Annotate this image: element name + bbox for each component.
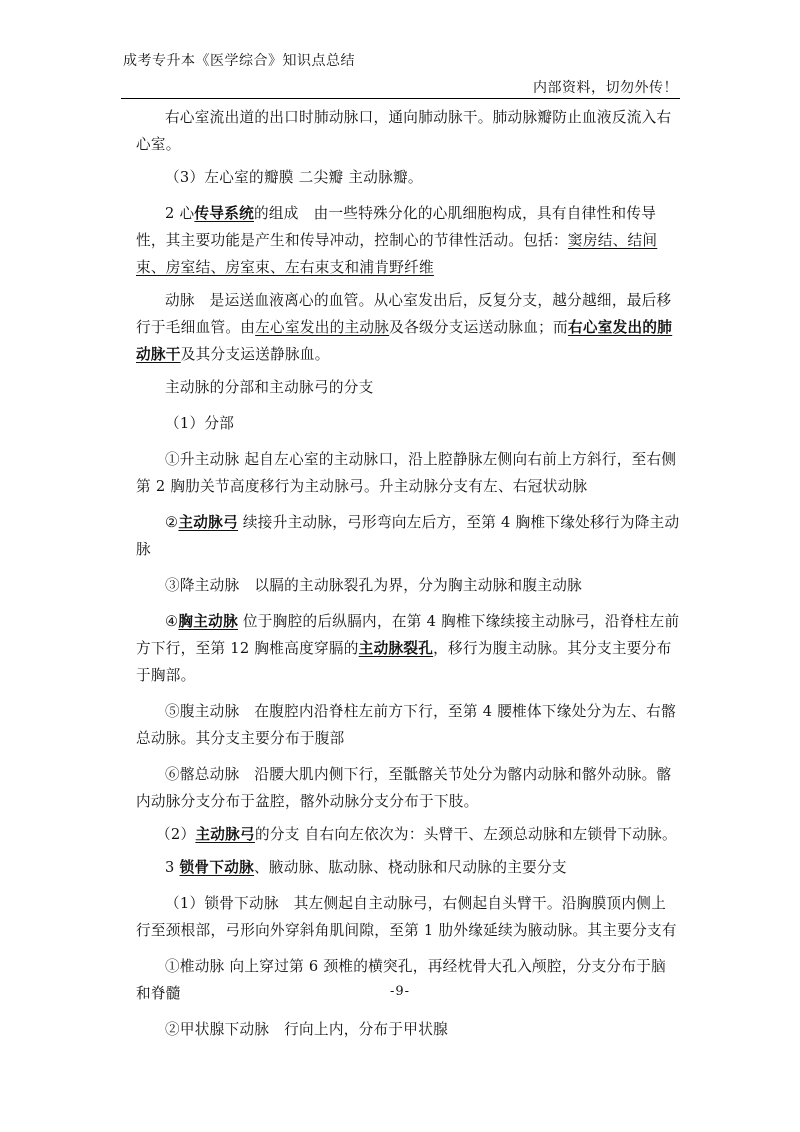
term-highlight: 主动脉弓 — [178, 514, 238, 531]
paragraph: ①椎动脉 向上穿过第 6 颈椎的横突孔，再经枕骨大孔入颅腔，分支分布于脑和脊髓 — [136, 958, 667, 1002]
text-run: 、腋动脉、肱动脉、桡动脉和尺动脉的主要分支 — [254, 859, 567, 876]
section-heading: 主动脉的分部和主动脉弓的分支 — [165, 379, 374, 396]
text-run: 3 — [165, 859, 180, 876]
text-run: 及其分支运送静脉血。 — [180, 346, 330, 363]
text-run: 的组成 由一些特殊分化的心肌细胞构成，具有自律性和传导性，其主要功能是产生和传导冲动，控制心的节律性活动。包括： — [136, 205, 657, 249]
paragraph: 右心室流出道的出口时肺动脉口，通向肺动脉干。肺动脉瓣防止血液反流入右心室。 — [136, 109, 672, 153]
paragraph — [136, 821, 680, 848]
text-run: 位于胸腔的后纵膈内，在第 4 胸椎下缘续接主动脉弓，沿脊柱左前方下行，至第 12 胸椎高度穿膈的 — [136, 613, 680, 657]
text-run: 续接升主动脉，弓形弯向左后方，至第 4 胸椎下缘处移行为降主动脉 — [136, 514, 680, 558]
document-body — [136, 104, 680, 1043]
paragraph: ⑥髂总动脉 沿腰大肌内侧下行，至骶髂关节处分为髂内动脉和髂外动脉。髂内动脉分支分布于盆腔，髂外动脉分支分布于下肢。 — [136, 766, 672, 810]
paragraph — [136, 608, 680, 689]
term-underline: 窦房结、结间束、房室结、房室束、左右束支和浦肯野纤维 — [136, 232, 658, 276]
header-title: 成考专升本《医学综合》知识点总结 — [123, 53, 355, 69]
paragraph: ⑤腹主动脉 在腹腔内沿脊柱左前方下行，至第 4 腰椎体下缘处分为左、右髂总动脉。其分支主要分布于腹部 — [136, 703, 676, 747]
term-highlight: 传导系统 — [194, 205, 254, 222]
paragraph: ②甲状腺下动脉 行向上内，分布于甲状腺 — [165, 1021, 448, 1038]
text-run: 2 心 — [165, 205, 195, 222]
paragraph: ③降主动脉 以膈的主动脉裂孔为界，分为胸主动脉和腹主动脉 — [165, 577, 583, 594]
term-highlight: 主动脉弓 — [195, 826, 255, 843]
header-divider — [121, 98, 680, 99]
page-number: -9- — [389, 984, 411, 999]
paragraph — [136, 200, 680, 281]
term-highlight: 锁骨下动脉 — [179, 859, 255, 876]
term-underline: 左心室发出的主动脉 — [255, 319, 390, 336]
text-run: 的分支 自右向左依次为：头臂干、左颈总动脉和左锁骨下动脉。 — [254, 826, 677, 843]
paragraph — [136, 509, 680, 563]
text-run: ，移行为腹主动脉。其分支主要分布于胸部。 — [136, 640, 672, 684]
subsection-heading: （1）分部 — [165, 415, 235, 432]
section-heading — [136, 854, 680, 881]
text-run: ② — [165, 514, 179, 531]
header-notice: 内部资料，切勿外传！ — [533, 80, 678, 96]
text-run: 及各级分支运送动脉血；而 — [389, 319, 568, 336]
paragraph: （3）左心室的瓣膜 二尖瓣 主动脉瓣。 — [165, 169, 423, 186]
text-run: ④ — [165, 613, 179, 630]
text-run: （2） — [156, 826, 196, 843]
term-highlight: 胸主动脉 — [178, 613, 238, 630]
paragraph: ①升主动脉 起自左心室的主动脉口，沿上腔静脉左侧向右前上方斜行，至右侧第 2 胸肋关节高度移行为主动脉弓。升主动脉分支有左、右冠状动脉 — [136, 451, 677, 495]
term-highlight: 右心室发出的肺动脉干 — [136, 319, 673, 363]
term-highlight: 主动脉裂孔 — [358, 640, 434, 657]
paragraph: （1）锁骨下动脉 其左侧起自主动脉弓，右侧起自头臂干。沿胸膜顶内侧上行至颈根部，弓形向外穿斜角肌间隙，至第 1 肋外缘延续为腋动脉。其主要分支有 — [136, 895, 677, 939]
text-run: 动脉 是运送血液离心的血管。从心室发出后，反复分支，越分越细，最后移行于毛细血管。由 — [136, 292, 672, 336]
paragraph — [136, 287, 680, 368]
